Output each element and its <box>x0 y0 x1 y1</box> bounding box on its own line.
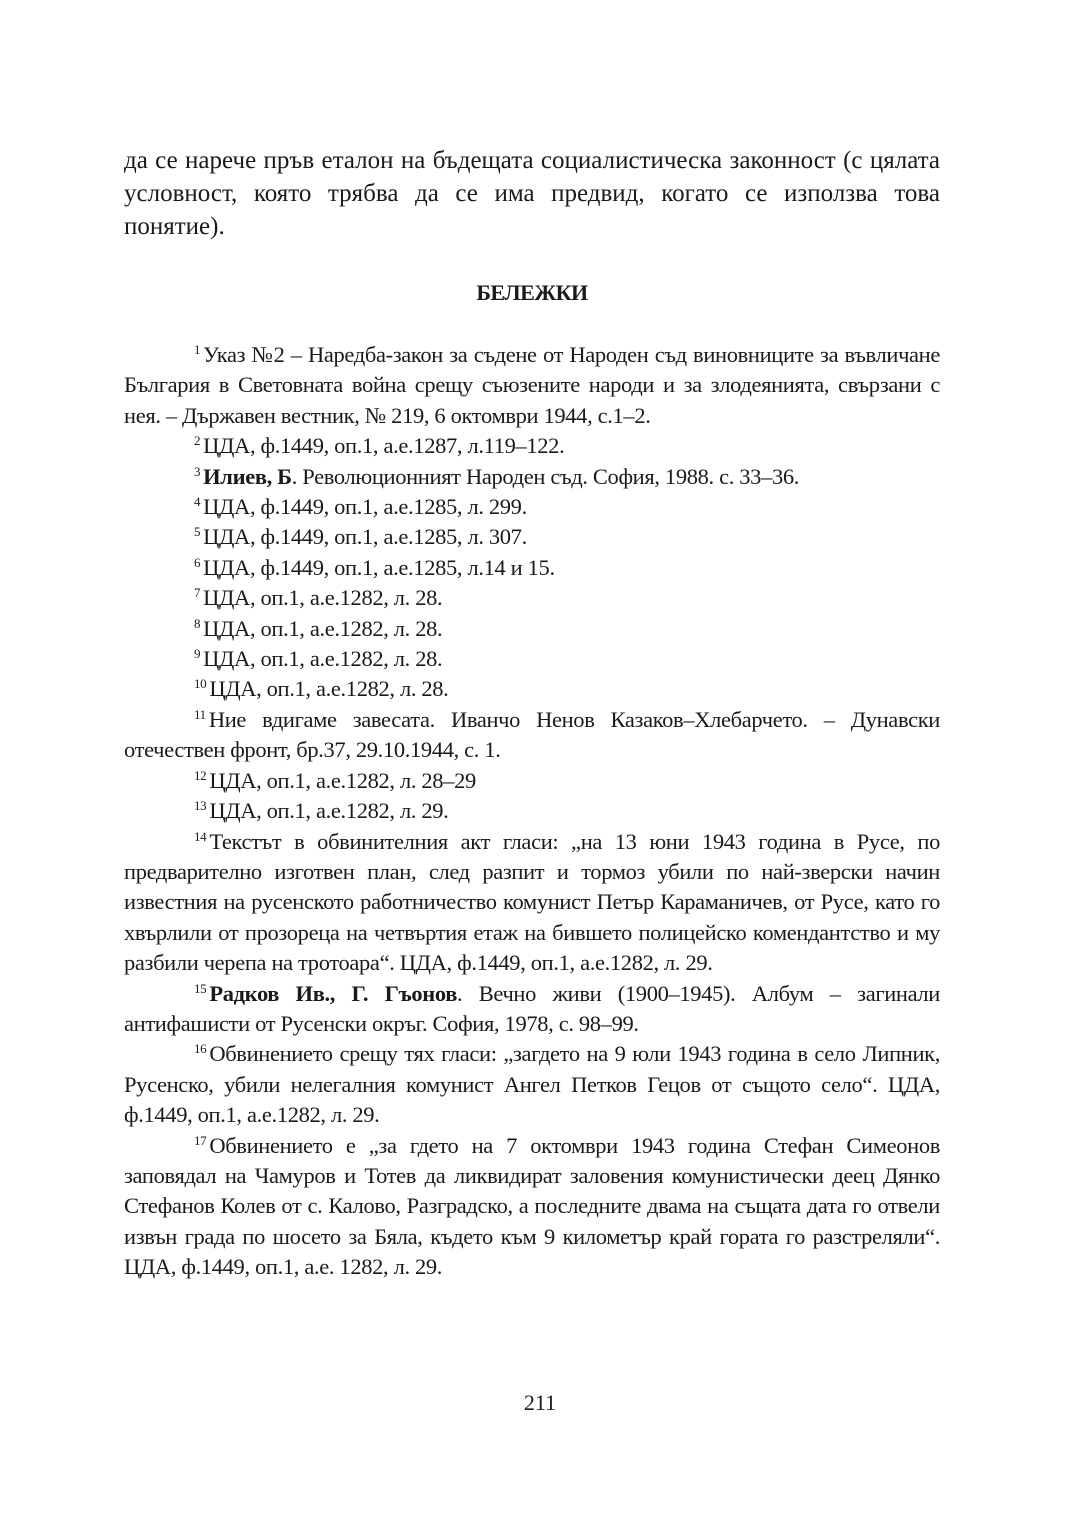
note-number: 1 <box>194 342 201 357</box>
notes-heading: БЕЛЕЖКИ <box>476 280 588 305</box>
note-number: 7 <box>194 585 201 601</box>
note-16 <box>124 1039 940 1130</box>
note-number: 13 <box>194 798 207 814</box>
note-number: 4 <box>194 494 201 510</box>
note-author: Илиев, Б <box>203 463 292 489</box>
note-15 <box>124 979 940 1040</box>
note-8 <box>124 614 940 644</box>
note-number: 10 <box>194 676 207 692</box>
note-text: . Революционният Народен съд. София, 1988. с. 33–36. <box>291 463 800 489</box>
note-text: ЦДА, оп.1, а.е.1282, л. 28. <box>203 615 443 641</box>
note-text: ЦДА, оп.1, а.е.1282, л. 28. <box>203 646 443 672</box>
note-text: . Вечно живи (1900–1945). Албум – загинали антифашисти от Русенски окръг. София, 1978, с. 98–99. <box>124 980 940 1036</box>
note-text: ЦДА, ф.1449, оп.1, а.е.1285, л.14 и 15. <box>203 554 555 580</box>
note-number: 16 <box>194 1041 207 1057</box>
note-14 <box>124 827 940 979</box>
note-4 <box>124 492 940 522</box>
notes-list <box>124 340 940 1283</box>
note-2 <box>124 431 940 461</box>
note-text: Текстът в обвинителния акт гласи: „на 13 юни 1943 година в Русе, по предварително изготвен план, след разпит и тормоз убили по най-зверски начин известния на русенското работничество комунист Петър Караманичев, от Русе, като го хвърлили от прозореца на четвъртия етаж на бившето полицейско комендантство и му разбили черепа на тротоара“. ЦДА, ф.1449, оп.1, а.е.1282, л. 29. <box>124 828 940 976</box>
note-text: ЦДА, оп.1, а.е.1282, л. 28–29 <box>209 767 476 793</box>
note-number: 17 <box>194 1132 207 1148</box>
note-number: 5 <box>194 524 201 540</box>
note-text: Обвинението е „за гдето на 7 октомври 1943 година Стефан Симеонов заповядал на Чамуров и Тотев да ликвидират заловения комунистически деец Дянко Стефанов Колев от с. Калово, Разградско, а последните двама на същата дата го отвели извън града по шосето за Бяла, където към 9 километър край гората го разстреляли“. ЦДА, ф.1449, оп.1, а.е. 1282, л. 29. <box>124 1132 940 1280</box>
note-13 <box>124 796 940 826</box>
page-number: 211 <box>523 1390 557 1415</box>
note-number: 14 <box>194 828 207 844</box>
note-7 <box>124 583 940 613</box>
note-number: 6 <box>194 554 201 570</box>
note-number: 15 <box>194 980 207 996</box>
note-3 <box>124 462 940 492</box>
note-author: Радков Ив., Г. Гъонов <box>209 980 458 1006</box>
note-number: 2 <box>194 433 201 449</box>
note-text: ЦДА, оп.1, а.е.1282, л. 29. <box>209 798 449 824</box>
note-text: ЦДА, оп.1, а.е.1282, л. 28. <box>203 585 443 611</box>
note-text: Ние вдигаме завесата. Иванчо Ненов Казаков–Хлебарчето. – Дунавски отечествен фронт, бр.37, 29.10.1944, с. 1. <box>124 706 940 763</box>
note-10 <box>124 674 940 704</box>
note-12 <box>124 766 940 796</box>
note-9 <box>124 644 940 674</box>
note-number: 3 <box>194 463 201 479</box>
note-text: Обвинението срещу тях гласи: „загдето на 9 юли 1943 година в село Липник, Русенско, убили нелегалния комунист Ангел Петков Гецов от същото село“. ЦДА, ф.1449, оп.1, а.е.1282, л. 29. <box>124 1041 940 1128</box>
note-text: Указ №2 – Наредба-закон за съдене от Народен съд виновниците за въвличане България в Световната война срещу съюзените народи и за злодеянията, свързани с нея. – Държавен вестник, № 219, 6 октомври 1944, с.1–2. <box>124 342 940 428</box>
note-number: 11 <box>194 706 206 722</box>
note-text: ЦДА, ф.1449, оп.1, а.е.1285, л. 307. <box>203 524 527 550</box>
note-1 <box>124 340 940 431</box>
note-11 <box>124 705 940 766</box>
note-text: ЦДА, ф.1449, оп.1, а.е.1285, л. 299. <box>203 494 527 520</box>
body-paragraph: да се нарече пръв еталон на бъдещата социалистическа законност (с цялата условност, която трябва да се има предвид, когато се използва това понятие). <box>124 147 940 240</box>
note-number: 9 <box>194 646 201 662</box>
note-number: 8 <box>194 615 201 631</box>
note-number: 12 <box>194 767 207 783</box>
note-6 <box>124 553 940 583</box>
note-text: ЦДА, ф.1449, оп.1, а.е.1287, л.119–122. <box>203 433 565 459</box>
note-text: ЦДА, оп.1, а.е.1282, л. 28. <box>209 676 449 702</box>
note-5 <box>124 522 940 552</box>
note-17 <box>124 1131 940 1283</box>
